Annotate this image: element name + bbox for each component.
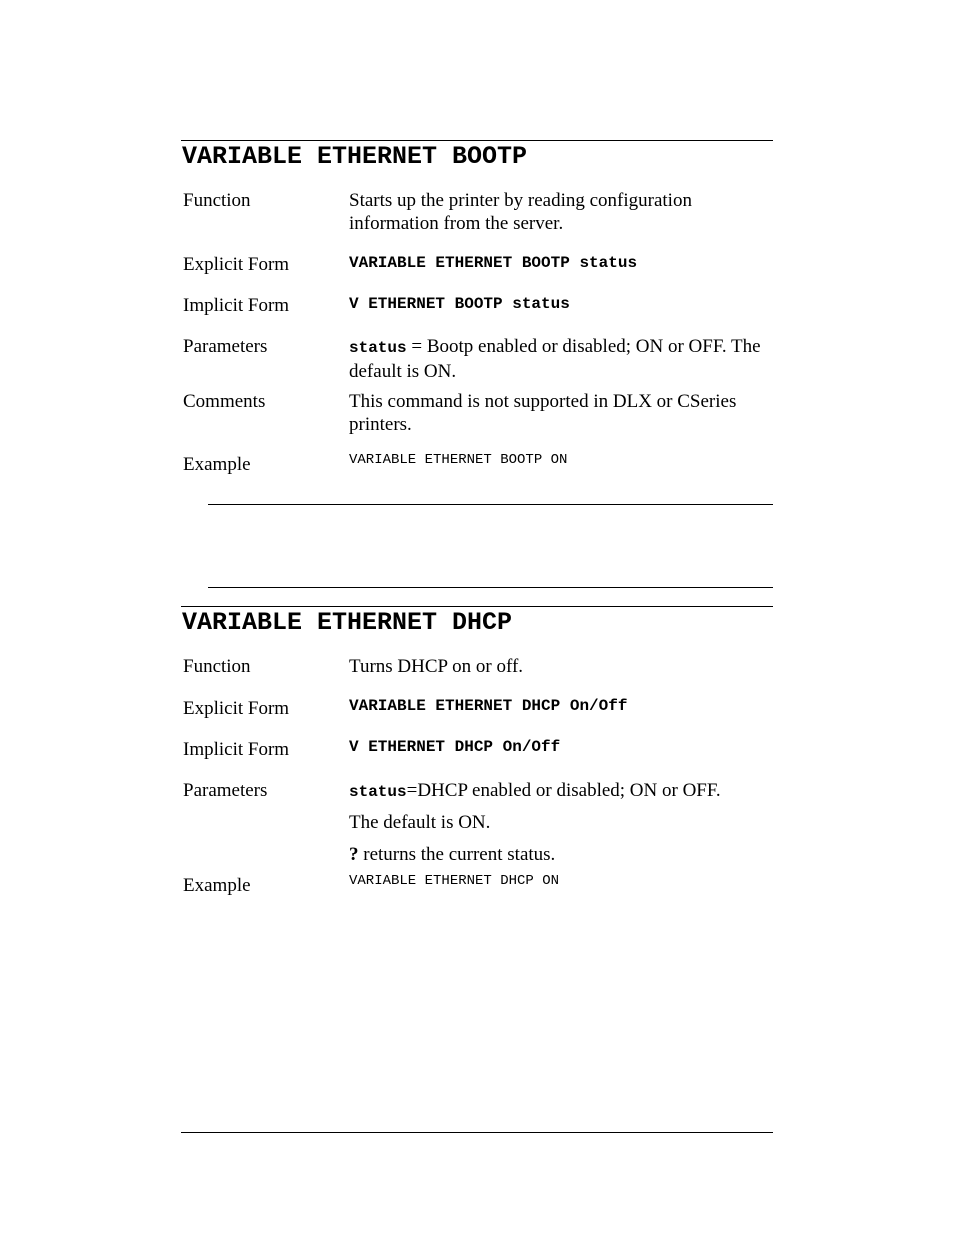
comments-label: Comments xyxy=(183,391,266,412)
query-description xyxy=(349,843,774,866)
comments-text: This command is not supported in DLX or CSeries printers. xyxy=(349,391,737,435)
function-label: Function xyxy=(183,190,251,211)
parameters-label: Parameters xyxy=(183,336,268,357)
implicit-form-label: Implicit Form xyxy=(183,295,290,316)
implicit-form-code: V ETHERNET DHCP On/Off xyxy=(349,738,561,756)
section-title: VARIABLE ETHERNET BOOTP xyxy=(182,142,528,171)
function-label: Function xyxy=(183,656,251,677)
query-symbol: ? xyxy=(349,844,359,865)
parameter-name: status xyxy=(349,783,407,801)
explicit-form-code: VARIABLE ETHERNET DHCP On/Off xyxy=(349,697,628,715)
section-separator-rule xyxy=(208,587,773,588)
example-code: VARIABLE ETHERNET DHCP ON xyxy=(349,873,560,889)
function-description: Turns DHCP on or off. xyxy=(349,656,524,677)
section-title: VARIABLE ETHERNET DHCP xyxy=(182,608,513,637)
parameters-description xyxy=(349,779,774,804)
example-label: Example xyxy=(183,454,251,475)
example-code: VARIABLE ETHERNET BOOTP ON xyxy=(349,452,568,468)
default-value-text: The default is ON. xyxy=(349,812,491,833)
function-description: Starts up the printer by reading configuration information from the server. xyxy=(349,190,692,234)
section-top-rule xyxy=(181,140,773,141)
example-label: Example xyxy=(183,875,251,896)
section-top-rule xyxy=(181,606,773,607)
parameter-name: status xyxy=(349,339,407,357)
parameter-text: =DHCP enabled or disabled; ON or OFF. xyxy=(406,780,721,801)
explicit-form-label: Explicit Form xyxy=(183,698,290,719)
footer-rule xyxy=(181,1132,773,1133)
parameters-description xyxy=(349,335,774,383)
parameters-label: Parameters xyxy=(183,780,268,801)
explicit-form-label: Explicit Form xyxy=(183,254,290,275)
implicit-form-code: V ETHERNET BOOTP status xyxy=(349,295,570,313)
parameter-text: = Bootp enabled or disabled; ON or OFF. The default is ON. xyxy=(349,336,761,382)
explicit-form-code: VARIABLE ETHERNET BOOTP status xyxy=(349,254,638,272)
section-end-rule xyxy=(208,504,773,505)
implicit-form-label: Implicit Form xyxy=(183,739,290,760)
query-text: returns the current status. xyxy=(358,844,556,865)
